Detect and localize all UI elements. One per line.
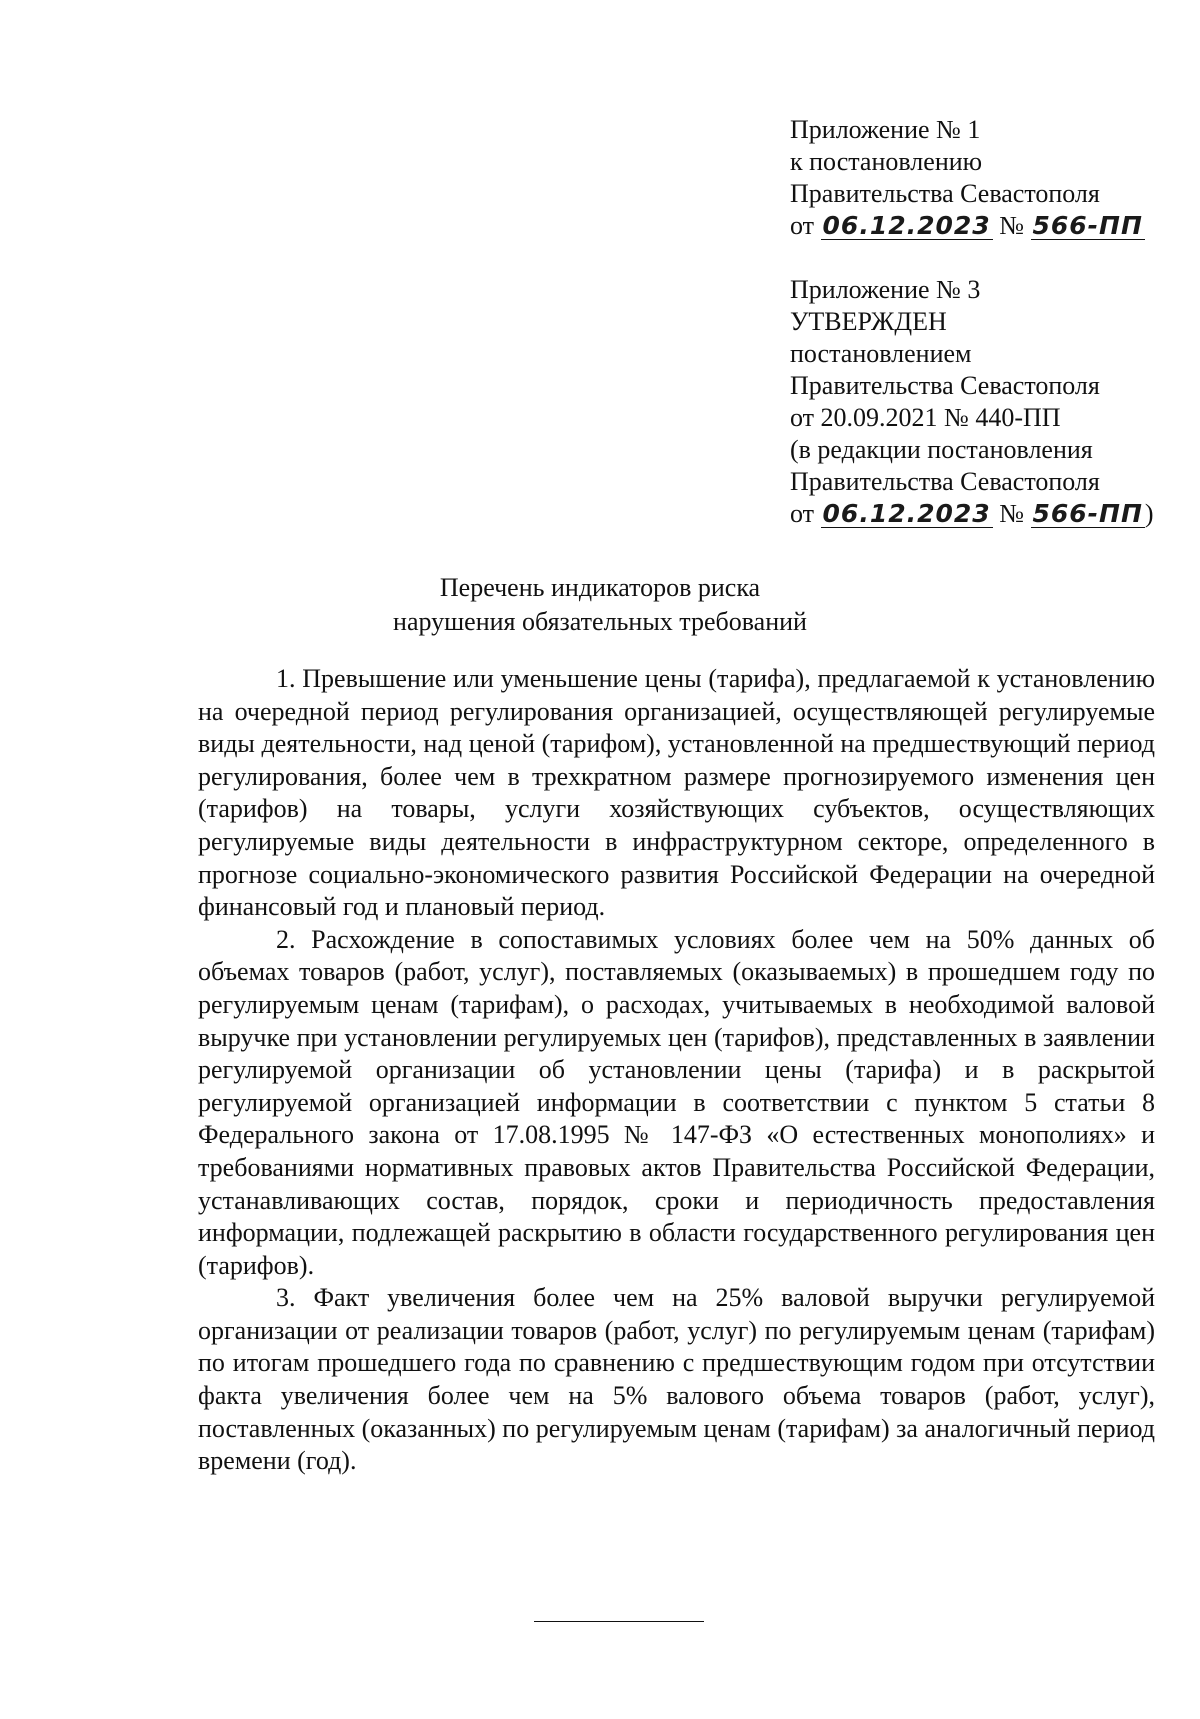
annex-3-number-prefix: № (999, 499, 1024, 528)
title-line-2: нарушения обязательных требований (393, 607, 807, 636)
annex-3-header (790, 274, 1170, 530)
annex-1-date-line (790, 210, 1170, 242)
list-item: 1. Превышение или уменьшение цены (тарифа), предлагаемой к установлению на очередной период регулирования организацией, осуществляющей регулируемые виды деятельности, над ценой (тарифом), установленной на предшествующий период регулирования, более чем в трехкратном размере прогнозируемого изменения цен (тарифов) на товары, услуги хозяйствующих субъектов, осуществляющих регулируемые виды деятельности в инфраструктурном секторе, определенного в прогнозе социально-экономического развития Российской Федерации на очередной финансовый год и плановый период. (198, 664, 1155, 922)
list-item: 2. Расхождение в сопоставимых условиях более чем на 50% данных об объемах товаров (работ, услуг), поставляемых (оказываемых) в прошедшем году по регулируемым ценам (тарифам), о расходах, учитываемых в необходимой валовой выручке при установлении регулируемых цен (тарифов), представленных в заявлении регулируемой организации об установлении цены (тарифа) и в раскрытой регулируемой организацией информации в соответствии с пунктом 5 статьи 8 Федерального закона от 17.08.1995 № 147-ФЗ «О естественных монополиях» и требованиями нормативных правовых актов Правительства Российской Федерации, устанавливающих состав, порядок, сроки и периодичность предоставления информации, подлежащей раскрытию в области государственного регулирования цен (тарифов). (198, 924, 1155, 1280)
annex-3-handwritten-date: 06.12.2023 (822, 499, 991, 528)
annex-3-date-prefix: от (790, 499, 815, 528)
annex-1-authority: Правительства Севастополя (790, 179, 1100, 208)
annex-3-handwritten-number: 566-ПП (1032, 499, 1143, 528)
annex-1-header (790, 114, 1170, 242)
end-divider (534, 1621, 704, 1622)
annex-1-handwritten-date: 06.12.2023 (822, 211, 991, 240)
annex-3-edition: (в редакции постановления (790, 435, 1093, 464)
annex-1-title: Приложение № 1 (790, 115, 981, 144)
title-line-1: Перечень индикаторов риска (439, 573, 761, 602)
annex-1-number-prefix: № (999, 211, 1024, 240)
annex-3-approved: УТВЕРЖДЕН (790, 307, 947, 336)
annex-1-handwritten-number: 566-ПП (1032, 211, 1143, 240)
annex-3-edition-authority: Правительства Севастополя (790, 467, 1100, 496)
annex-1-date-prefix: от (790, 211, 815, 240)
annex-3-title: Приложение № 3 (790, 275, 981, 304)
annex-3-closing-paren: ) (1144, 499, 1154, 528)
annex-3-by-resolution: постановлением (790, 339, 972, 368)
risk-indicators-list (198, 663, 1155, 1478)
annex-1-ref: к постановлению (790, 147, 983, 176)
list-item: 3. Факт увеличения более чем на 25% валовой выручки регулируемой организации от реализации товаров (работ, услуг) по регулируемым ценам (тарифам) по итогам прошедшего года по сравнению с предшествующим годом при отсутствии факта увеличения более чем на 5% валового объема товаров (работ, услуг), поставленных (оказанных) по регулируемым ценам (тарифам) за аналогичный период времени (год). (198, 1283, 1155, 1476)
annex-3-date-line (790, 498, 1170, 530)
annex-3-original-date: от 20.09.2021 № 440-ПП (790, 403, 1061, 432)
annex-3-authority: Правительства Севастополя (790, 371, 1100, 400)
document-title (0, 571, 1200, 639)
